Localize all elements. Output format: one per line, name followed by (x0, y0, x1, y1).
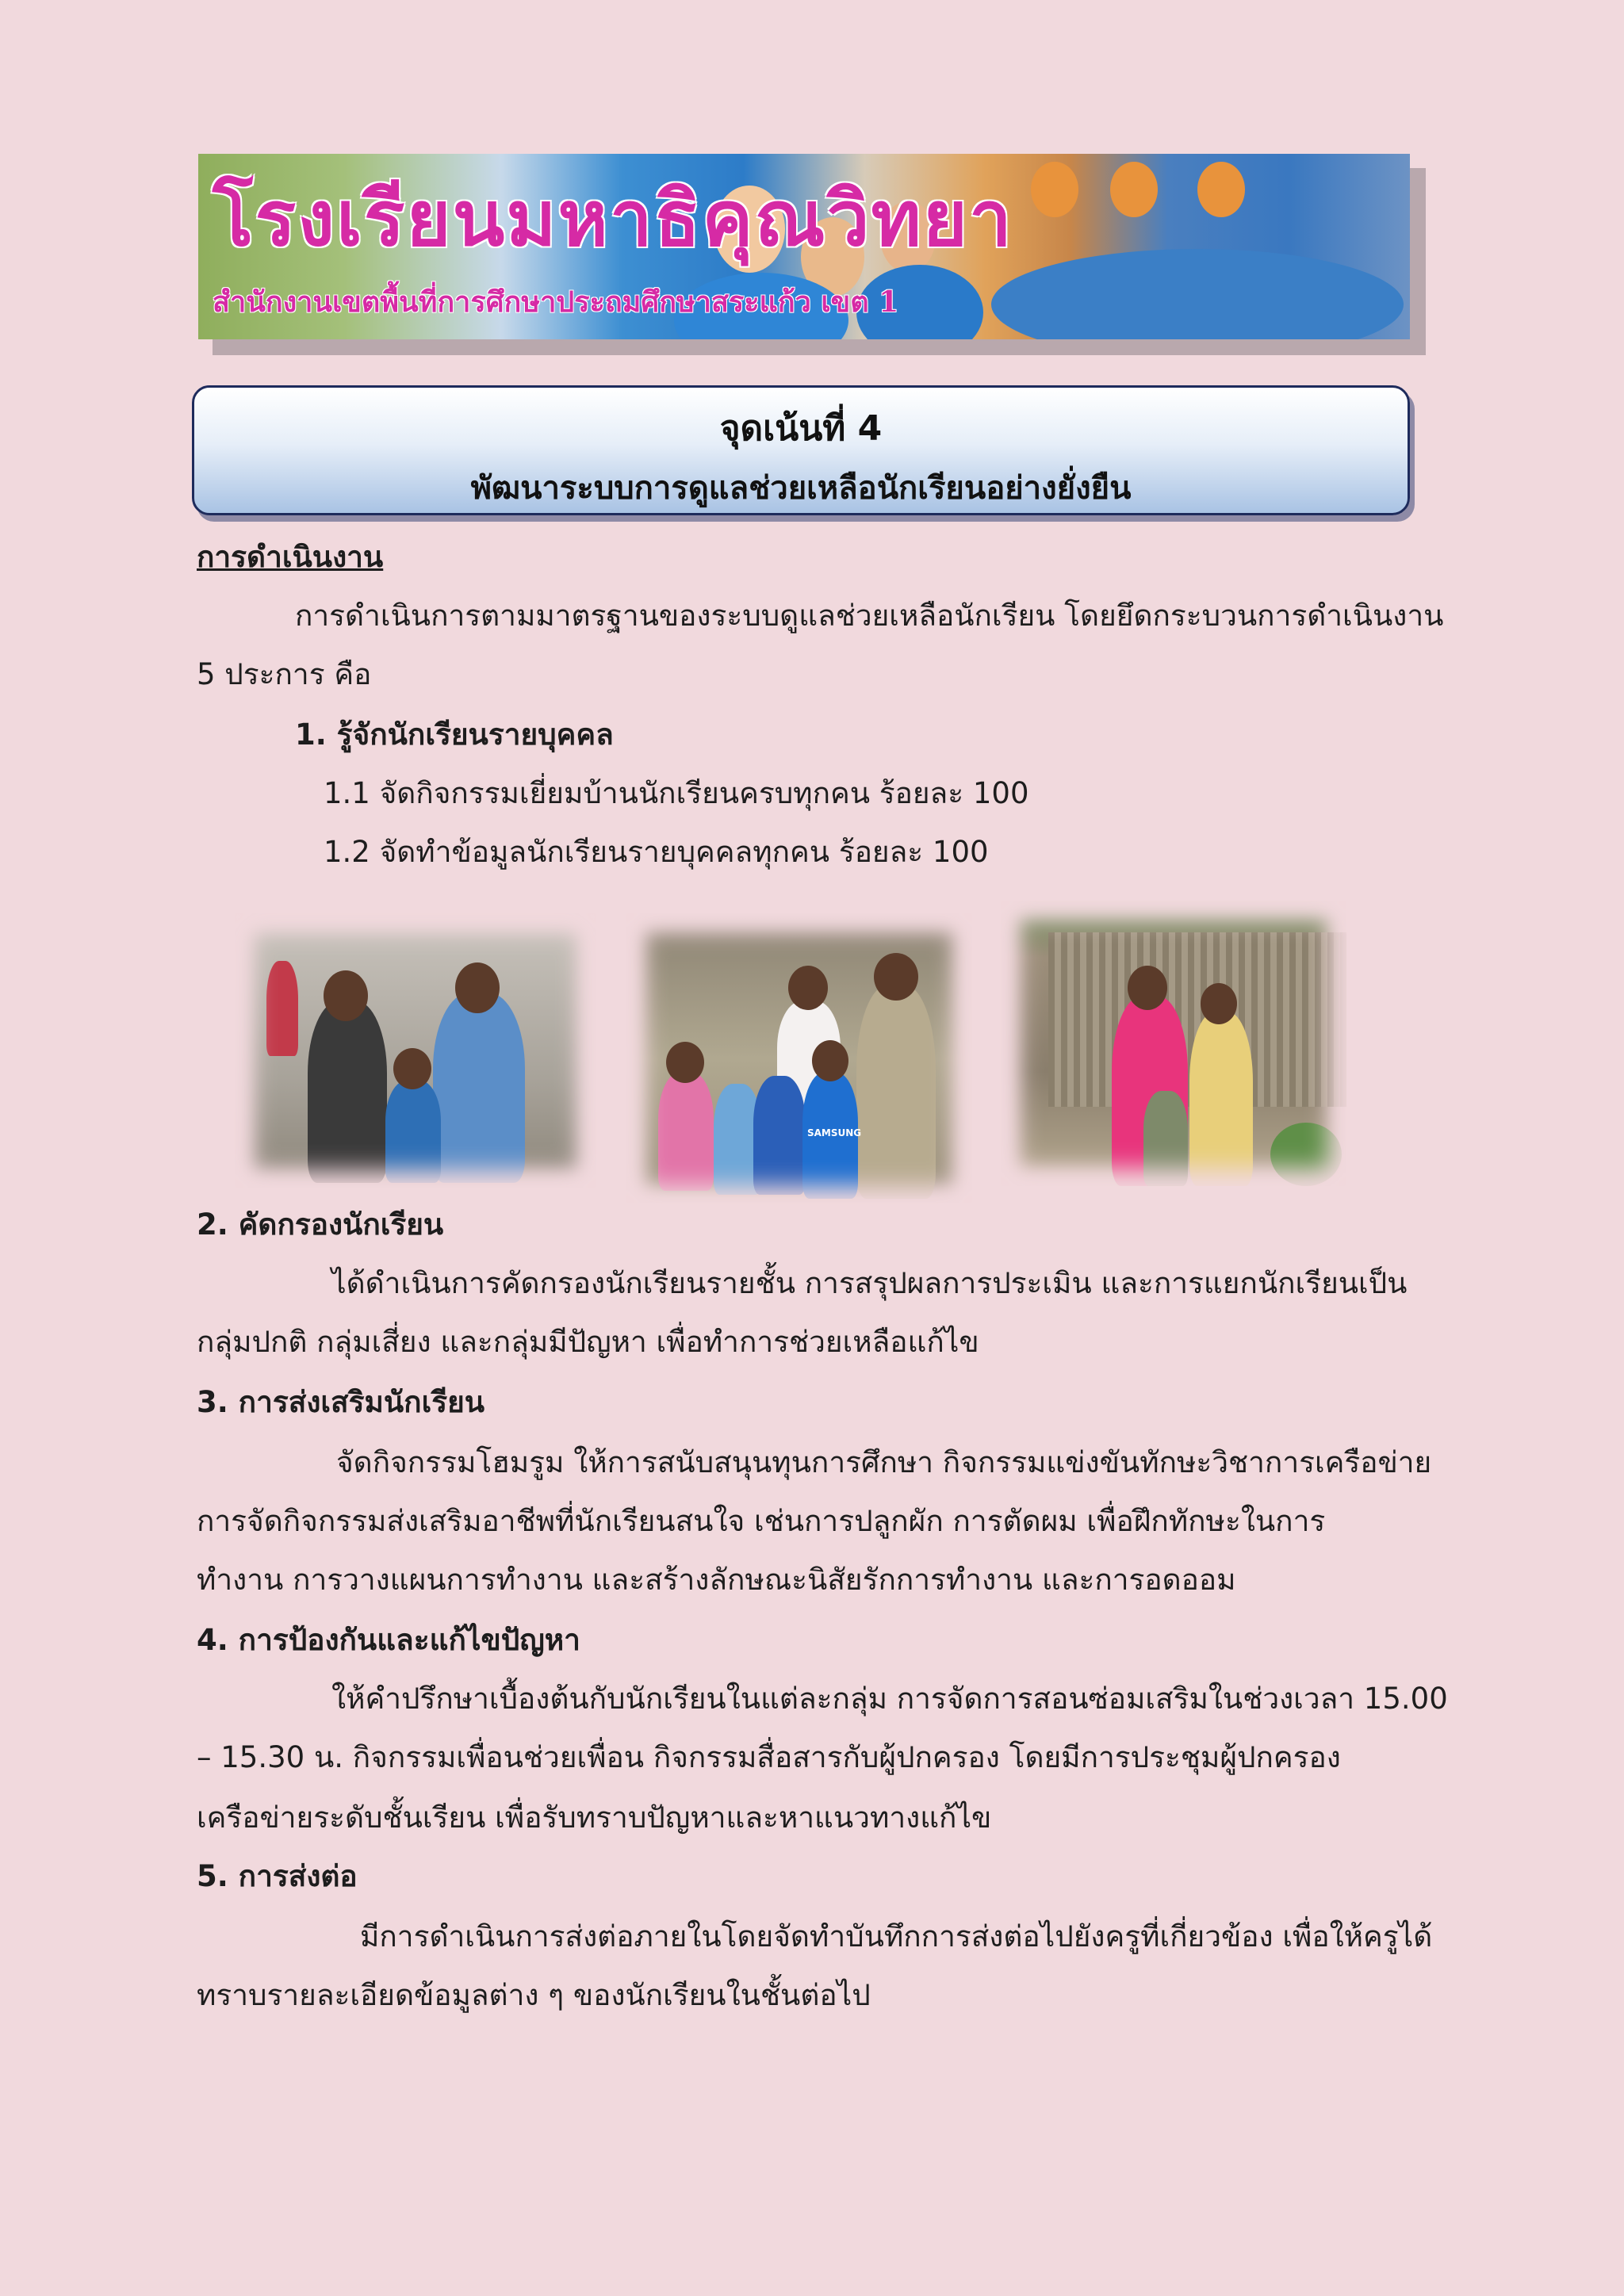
item2-title: 2. คัดกรองนักเรียน (197, 1207, 444, 1242)
jersey-text: SAMSUNG (807, 1127, 862, 1138)
item4-line-1: ให้คำปรึกษาเบื้องต้นกับนักเรียนในแต่ละกลุ่ม การจัดการสอนซ่อมเสริมในช่วงเวลา 15.00 (331, 1682, 1448, 1716)
home-visit-photo-3 (1001, 901, 1346, 1186)
intro-line-2: 5 ประการ คือ (197, 657, 372, 691)
item1-title: 1. รู้จักนักเรียนรายบุคคล (295, 718, 614, 752)
intro-line-1: การดำเนินการตามมาตรฐานของระบบดูแลช่วยเหลือนักเรียน โดยยึดกระบวนการดำเนินงาน (295, 599, 1444, 633)
item1-sub2: 1.2 จัดทำข้อมูลนักเรียนรายบุคคลทุกคน ร้อยละ 100 (324, 835, 989, 869)
focus-title-heading: พัฒนาระบบการดูแลช่วยเหลือนักเรียนอย่างยั่งยืน (470, 470, 1132, 507)
focus-number-heading: จุดเน้นที่ 4 (719, 408, 883, 449)
banner-subtitle: สำนักงานเขตพื้นที่การศึกษาประถมศึกษาสระแก้ว เขต 1 (213, 285, 899, 319)
item4-line-3: เครือข่ายระดับชั้นเรียน เพื่อรับทราบปัญหาและหาแนวทางแก้ไข (197, 1800, 992, 1835)
item3-line-1: จัดกิจกรรมโฮมรูม ให้การสนับสนุนทุนการศึกษา กิจกรรมแข่งขันทักษะวิชาการเครือข่าย (336, 1445, 1432, 1479)
item4-title: 4. การป้องกันและแก้ไขปัญหา (197, 1623, 580, 1657)
focus-heading-box (192, 385, 1410, 515)
banner-title: โรงเรียนมหาธิคุณวิทยา (213, 174, 1013, 263)
item3-line-2: การจัดกิจกรรมส่งเสริมอาชีพที่นักเรียนสนใจ เช่นการปลูกผัก การตัดผม เพื่อฝึกทักษะในการ (197, 1504, 1326, 1538)
item1-sub1: 1.1 จัดกิจกรรมเยี่ยมบ้านนักเรียนครบทุกคน ร้อยละ 100 (324, 776, 1029, 810)
item4-line-2: – 15.30 น. กิจกรรมเพื่อนช่วยเพื่อน กิจกรรมสื่อสารกับผู้ปกครอง โดยมีการประชุมผู้ปกครอง (197, 1740, 1341, 1774)
item5-line-1: มีการดำเนินการส่งต่อภายในโดยจัดทำบันทึกการส่งต่อไปยังครูที่เกี่ยวข้อง เพื่อให้ครูได้ (360, 1919, 1433, 1954)
section-label: การดำเนินงาน (197, 540, 384, 574)
item5-line-2: ทราบรายละเอียดข้อมูลต่าง ๆ ของนักเรียนในชั้นต่อไป (197, 1978, 871, 2012)
item2-line-1: ได้ดำเนินการคัดกรองนักเรียนรายชั้น การสรุปผลการประเมิน และการแยกนักเรียนเป็น (331, 1266, 1408, 1300)
home-visit-photo-2 (626, 913, 972, 1203)
item3-line-3: ทำงาน การวางแผนการทำงาน และสร้างลักษณะนิสัยรักการทำงาน และการอดออม (197, 1563, 1236, 1597)
school-banner (198, 154, 1410, 339)
item5-title: 5. การส่งต่อ (197, 1859, 358, 1893)
item3-title: 3. การส่งเสริมนักเรียน (197, 1385, 485, 1419)
item2-line-2: กลุ่มปกติ กลุ่มเสี่ยง และกลุ่มมีปัญหา เพื่อทำการช่วยเหลือแก้ไข (197, 1325, 979, 1359)
home-visit-photo-1 (235, 913, 596, 1188)
